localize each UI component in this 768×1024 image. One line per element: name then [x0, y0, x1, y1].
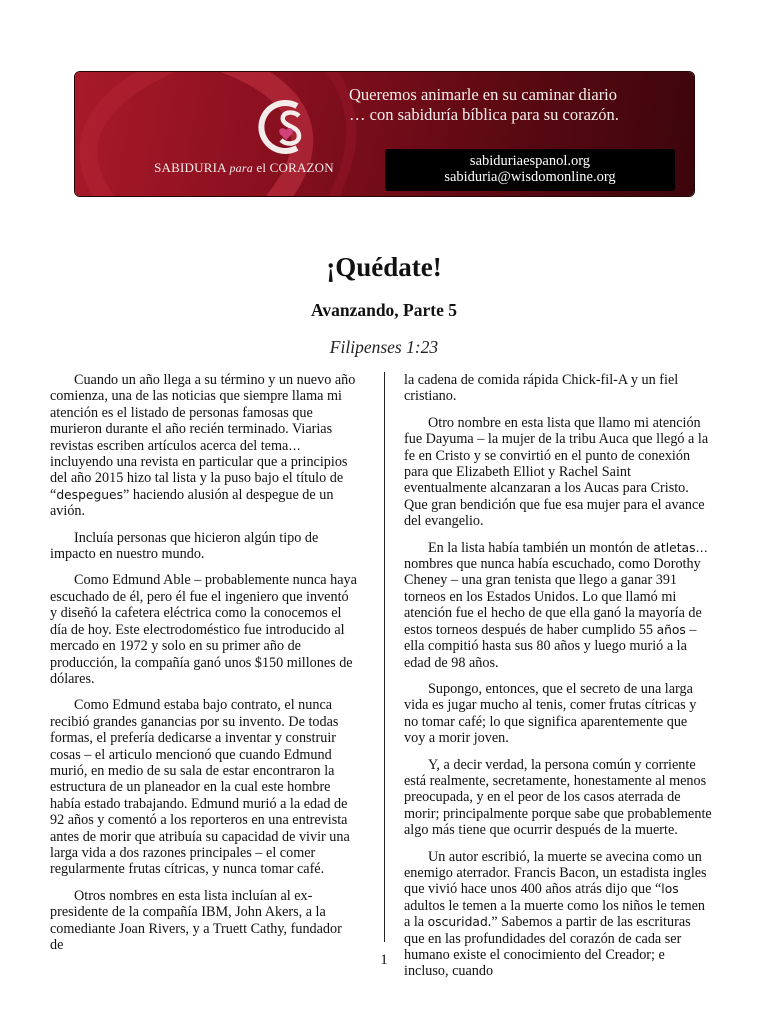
- column-divider: [384, 372, 385, 942]
- paragraph: En la lista había también un montón de atletas… nombres que nunca había escuchado, como Dorothy Cheney – una gran tenista que llego a ganar 391 torneos en los Estados Unidos. Lo que llamó mi atención fue el hecho de que ella ganó la mayoría de estos torneos después de haber cumplido 55 años – ella compitió hasta sus 80 años y luego murió a la edad de 98 años.: [404, 539, 708, 671]
- scripture-reference: Filipenses 1:23: [329, 337, 439, 357]
- paragraph: Cuando un año llega a su término y un nuevo año comienza, una de las noticias que siempre llama mi atención es el listado de personas famosas que murieron durante el año recién terminado. Viarias revistas escriben artículos acerca del tema… incluyendo una revista en particular que a principios del año 2015 hizo tal lista y la puso bajo el título de “despegues” haciendo alusión al despegue de un avión.: [50, 372, 356, 520]
- paragraph: Otro nombre en esta lista que llamo mi atención fue Dayuma – la mujer de la tribu Auca que llegó a la fe en Cristo y se convirtió en el punto de conexión para que Elizabeth Elliot y Rachel Saint eventualmente alcanzaran a los Aucas para Cristo. Que gran bendición que fue esa mujer para el avance del evangelio.: [404, 414, 709, 530]
- paragraph: la cadena de comida rápida Chick-fil-A y un fiel cristiano.: [404, 372, 679, 405]
- email-link[interactable]: sabiduria@wisdomonline.org: [444, 169, 616, 185]
- logo-wordmark: SABIDURIA para el CORAZON: [154, 160, 334, 175]
- paragraph: Como Edmund Able – probablemente nunca haya escuchado de él, pero él fue el ingeniero que inventó y diseñó la cafetera eléctrica como la conocemos el día de hoy. Este electrodoméstico fue introducido al mercado en 1972 y solo en su primer año de producción, la compañía ganó unos $150 millones de dólares.: [50, 572, 357, 687]
- paragraph: Un autor escribió, la muerte se avecina como un enemigo aterrador. Francis Bacon, un estadista ingles que vivió hace unos 400 años atrás dijo que “los adultos le temen a la muerte como los niños le temen a la oscuridad.” Sabemos a partir de las escrituras que en las profundidades del corazón de cada ser humano existe el conocimiento del Creador; e incluso, cuando: [404, 848, 707, 980]
- paragraph: Y, a decir verdad, la persona común y corriente está realmente, secretamente, honestamente al menos preocupada, y en el peor de los casos aterrada de morir; principalmente porque sabe que probablemente algo más tiene que ocurrir después de la muerte.: [404, 756, 712, 839]
- left-column: [50, 372, 358, 963]
- paragraph: Incluía personas que hicieron algún tipo de impacto en nuestro mundo.: [50, 529, 319, 563]
- page-number: 1: [380, 952, 388, 968]
- contact-box: [385, 149, 675, 191]
- banner-tagline: Queremos animarle en su caminar diario … con sabiduría bíblica para su corazón.: [349, 85, 619, 124]
- right-column: [404, 372, 712, 990]
- page-subtitle: Avanzando, Parte 5: [311, 300, 457, 320]
- header-banner: [75, 72, 694, 196]
- page-title: ¡Quédate!: [326, 252, 442, 282]
- website-link[interactable]: sabiduriaespanol.org: [469, 153, 591, 169]
- paragraph: Como Edmund estaba bajo contrato, el nunca recibió grandes ganancias por su invento. De todas formas, el prefería dedicarse a inventar y construir cosas – el articulo mencionó que cuando Edmund murió, en medio de su sala de estar encontraron la estructura de un planeador en la cual este hombre había estado trabajando. Edmund murió a la edad de 92 años y comentó a los reporteros en una entrevista antes de morir que atribuía su capacidad de vivir una larga vida a dos razones principales – el comer regularmente frutas cítricas, y nunca tomar café.: [50, 697, 350, 878]
- cs-logo-icon: [253, 92, 323, 162]
- paragraph: Supongo, entonces, que el secreto de una larga vida es jugar mucho al tenis, comer frutas cítricas y no tomar café; lo que significa aparentemente que voy a morir joven.: [404, 680, 697, 747]
- paragraph: Otros nombres en esta lista incluían al ex-presidente de la compañía IBM, John Akers, a la comediante Joan Rivers, y a Truett Cathy, fundador de: [50, 887, 342, 953]
